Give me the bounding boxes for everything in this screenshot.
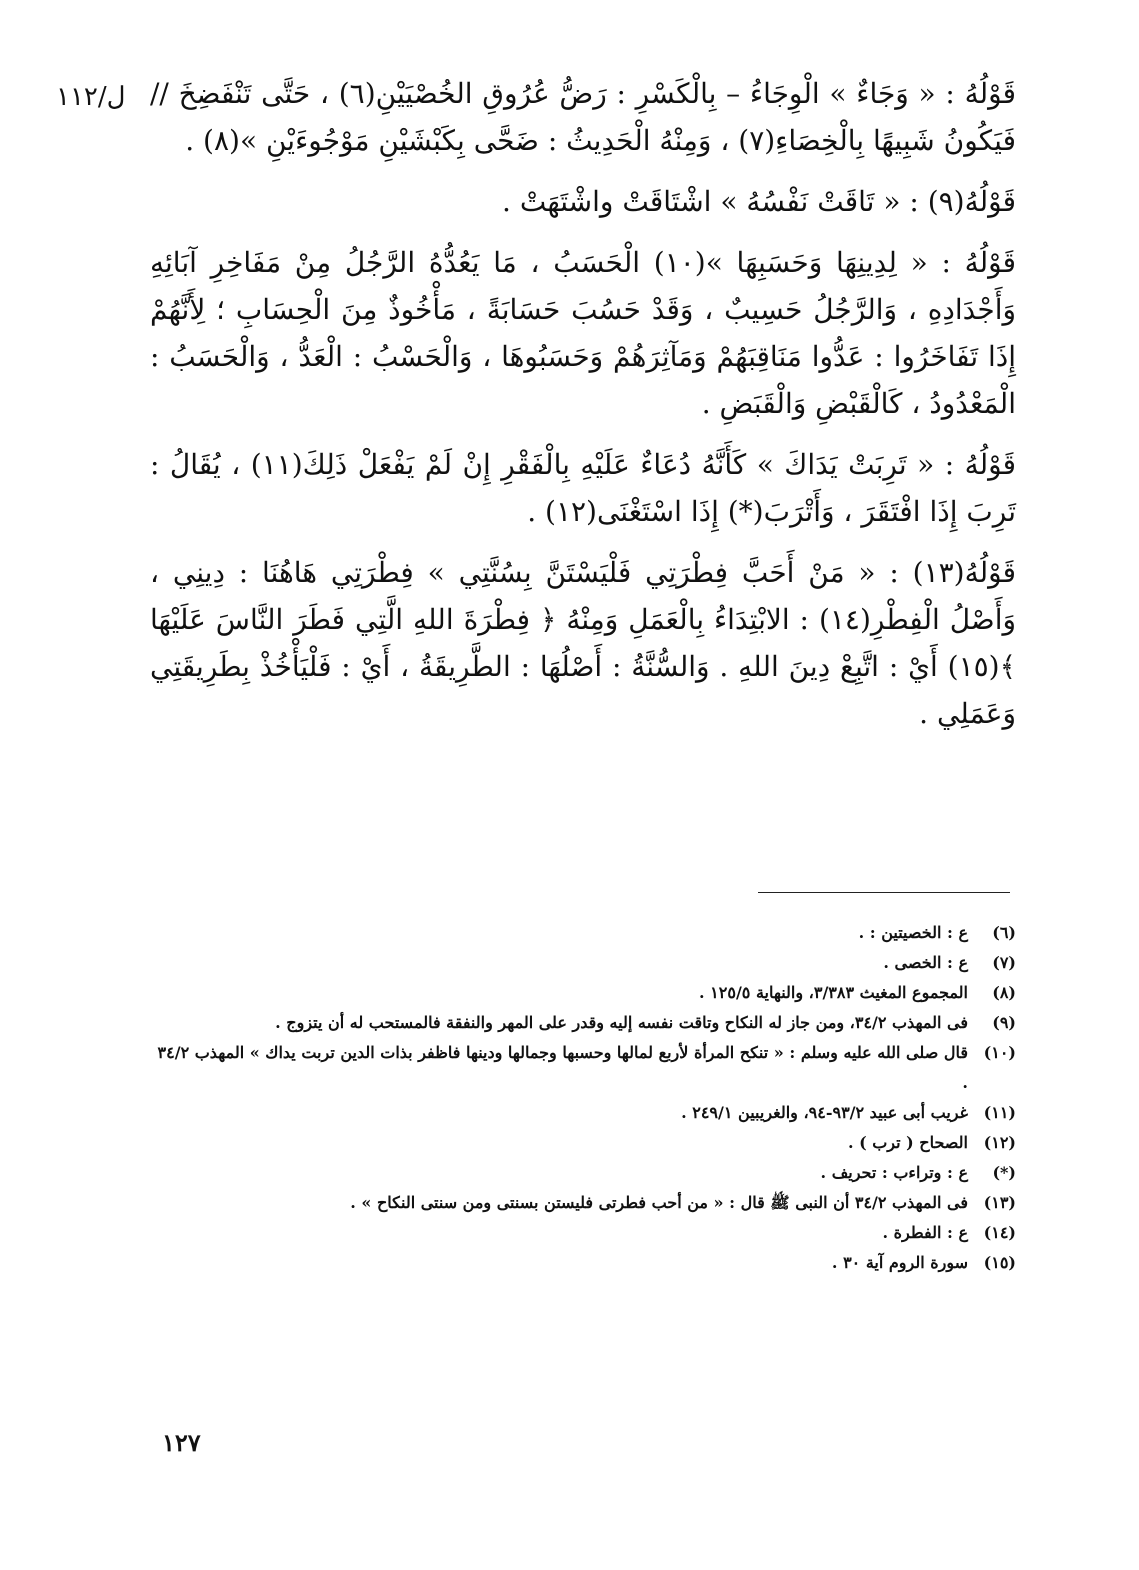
footnote-text: غريب أبى عبيد ٩٣/٢-٩٤، والغريبين ٢٤٩/١ .	[681, 1103, 968, 1122]
footnotes	[150, 918, 1016, 1278]
footnote-text: ع : وتراءب : تحريف .	[820, 1163, 968, 1182]
footnote-number: (٩)	[992, 1013, 1016, 1032]
footnote-number: (١٤)	[983, 1223, 1016, 1242]
footnote-number: (٨)	[992, 983, 1016, 1002]
paragraph-fitra: قَوْلُهُ(١٣) : « مَنْ أَحَبَّ فِطْرَتِي فَلْيَسْتَنَّ بِسُنَّتِي » فِطْرَتِي هَاهُنَا : دِينِي ، وَأَصْلُ الْفِطْرِ(١٤) : الابْتِدَاءُ بِالْعَمَلِ وَمِنْهُ ﴿ فِطْرَةَ اللهِ الَّتِي فَطَرَ النَّاسَ عَلَيْهَا ﴾(١٥) أَيْ : اتَّبِعْ دِينَ اللهِ . وَالسُّنَّةُ : أَصْلُهَا : الطَّرِيقَةُ ، أَيْ : فَلْيَأْخُذْ بِطَرِيقَتِي وَعَمَلِي .	[150, 556, 1016, 730]
footnote-separator	[758, 892, 1010, 893]
footnote-number: (٧)	[992, 953, 1016, 972]
footnote-number: (١١)	[983, 1103, 1016, 1122]
paragraph-taribat: قَوْلُهُ : « تَرِبَتْ يَدَاكَ » كَأَنَّهُ دُعَاءٌ عَلَيْهِ بِالْفَقْرِ إِنْ لَمْ يَفْعَلْ ذَلِكَ(١١) ، يُقَالُ : تَرِبَ إِذَا افْتَقَرَ ، وَأَتْرَبَ(*) إِذَا اسْتَغْنَى(١٢) .	[150, 448, 1016, 528]
marginal-manuscript-ref: ل/١١٢	[56, 82, 126, 112]
paragraph-wijaa: قَوْلُهُ : « وَجَاءٌ » الْوِجَاءُ – بِالْكَسْرِ : رَضُّ عُرُوقِ الخُصْيَيْنِ(٦) ، حَتَّى تَنْفَضِخَ // فَيَكُونُ شَبِيهًا بِالْخِصَاءِ(٧) ، وَمِنْهُ الْحَدِيثُ : ضَحَّى بِكَبْشَيْنِ مَوْجُوءَيْنِ »(٨) .	[150, 77, 1016, 157]
paragraph-taqat: قَوْلُهُ(٩) : « تَاقَتْ نَفْسُهُ » اشْتَاقَتْ واشْتَهَتْ .	[502, 185, 1016, 218]
footnote-text: الصحاح ( ترب ) .	[847, 1133, 968, 1152]
footnote	[150, 1038, 1016, 1098]
footnote-number: (١٢)	[983, 1133, 1016, 1152]
footnote-text: فى المهذب ٣٤/٢، ومن جاز له النكاح وتاقت نفسه إليه وقدر على المهر والنفقة فالمستحب له أن يتزوج .	[275, 1013, 968, 1032]
page-number: ١٢٧	[162, 1428, 201, 1457]
footnote-text: ع : الخصى .	[883, 953, 968, 972]
footnote-text: سورة الروم آية ٣٠ .	[831, 1253, 968, 1272]
footnote-text: المجموع المغيث ٣/٣٨٣، والنهاية ١٢٥/٥ .	[699, 983, 968, 1002]
footnote	[150, 978, 1016, 1008]
footnote-number: (١٣)	[983, 1193, 1016, 1212]
footnote	[150, 1008, 1016, 1038]
footnote-number: (٦)	[992, 923, 1016, 942]
footnote-text: قال صلى الله عليه وسلم : « تنكح المرأة لأربع لمالها وحسبها وجمالها ودينها فاظفر بذات الدين تربت يداك » المهذب ٣٤/٢ .	[157, 1043, 968, 1092]
footnote	[150, 1098, 1016, 1128]
main-text	[150, 70, 1016, 751]
paragraph-hasab: قَوْلُهُ : « لِدِينِهَا وَحَسَبِهَا »(١٠) الْحَسَبُ ، مَا يَعُدُّهُ الرَّجُلُ مِنْ مَفَاخِرِ آبَائِهِ وَأَجْدَادِهِ ، وَالرَّجُلُ حَسِيبٌ ، وَقَدْ حَسُبَ حَسَابَةً ، مَأْخُوذٌ مِنَ الْحِسَابِ ؛ لِأَنَّهُمْ إِذَا تَفَاخَرُوا : عَدُّوا مَنَاقِبَهُمْ وَمَآثِرَهُمْ وَحَسَبُوهَا ، وَالْحَسْبُ : الْعَدُّ ، وَالْحَسَبُ : الْمَعْدُودُ ، كَالْقَبْضِ وَالْقَبَضِ .	[150, 246, 1016, 420]
footnote	[150, 948, 1016, 978]
footnote	[150, 918, 1016, 948]
footnote	[150, 1128, 1016, 1158]
footnote-number: (*)	[992, 1163, 1016, 1182]
footnote-text: فى المهذب ٣٤/٢ أن النبى ﷺ قال : « من أحب فطرتى فليستن بسنتى ومن سنتى النكاح » .	[350, 1193, 968, 1212]
footnote	[150, 1218, 1016, 1248]
footnote	[150, 1158, 1016, 1188]
footnote-number: (١٥)	[983, 1253, 1016, 1272]
footnote	[150, 1188, 1016, 1218]
footnote	[150, 1248, 1016, 1278]
footnote-text: ع : الخصيتين : .	[858, 923, 968, 942]
footnote-number: (١٠)	[983, 1043, 1016, 1062]
footnote-text: ع : الفطرة .	[882, 1223, 968, 1242]
